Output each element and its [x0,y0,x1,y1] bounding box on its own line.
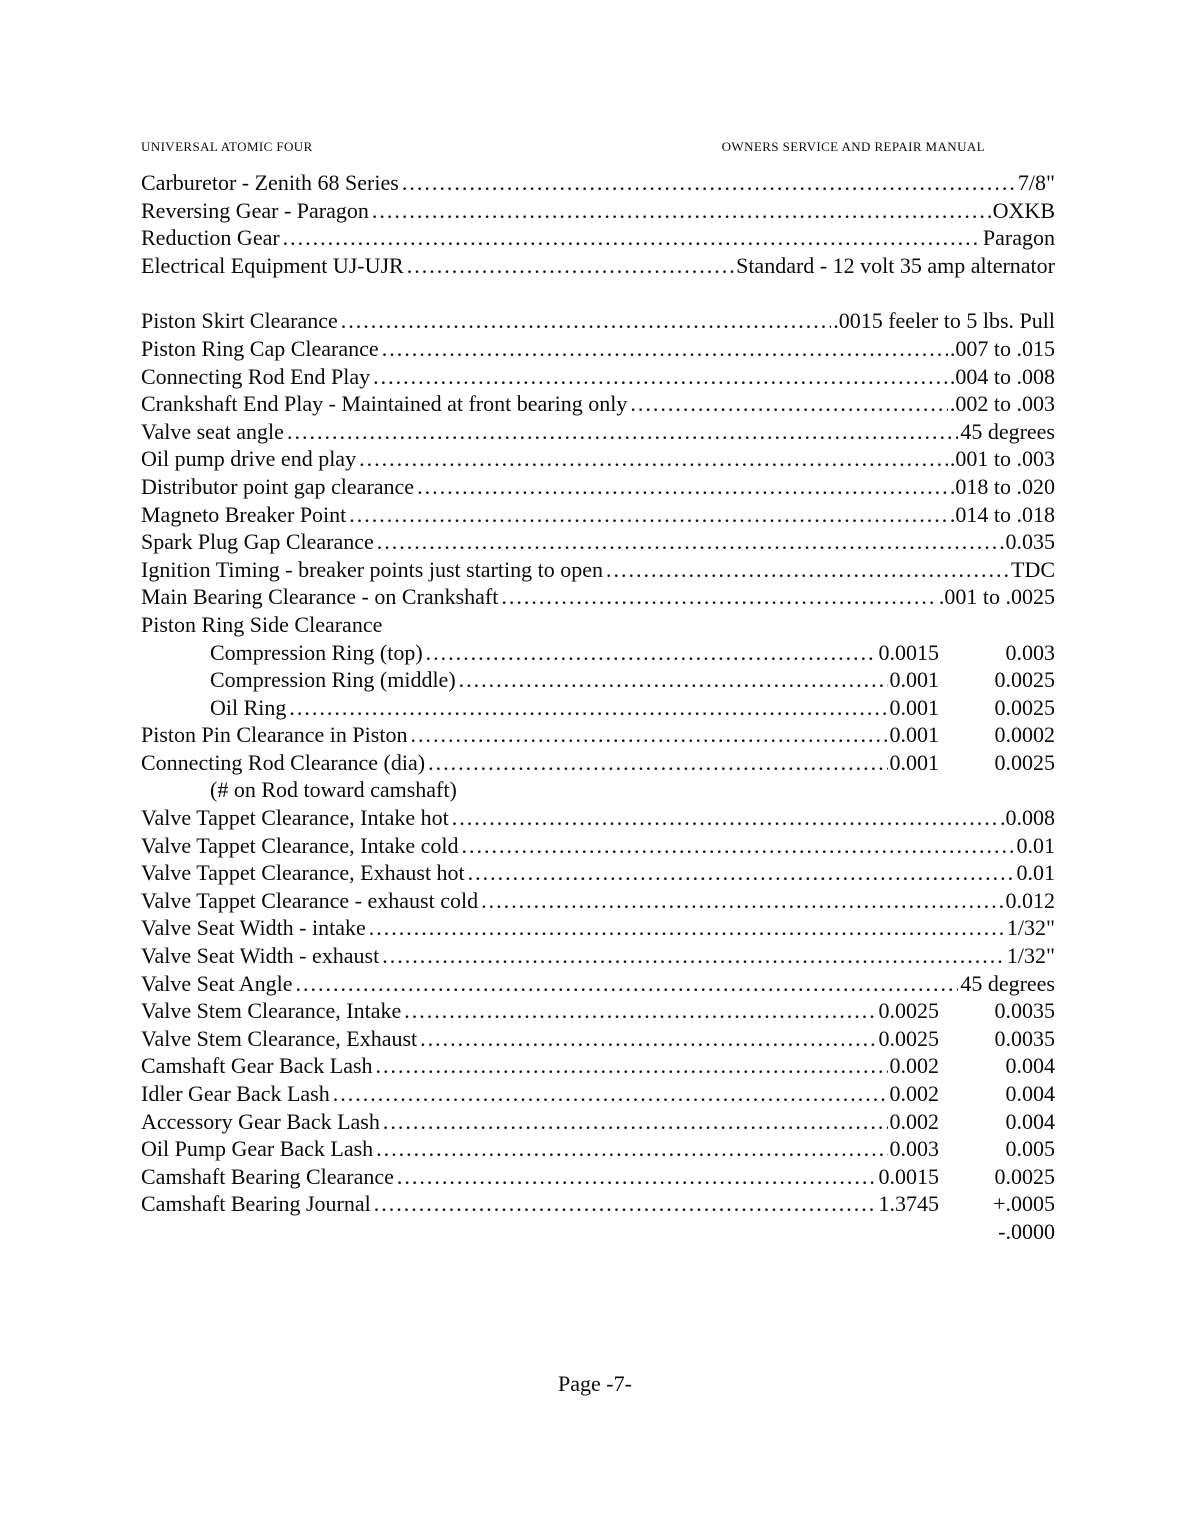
spec-label: Valve Stem Clearance, Intake [141,998,402,1024]
dot-leader [498,583,937,611]
spec-value: OXKB [992,197,1055,223]
spec-row [141,887,1055,915]
dot-leader [286,694,887,722]
spec-value: .0.008 [1000,805,1055,831]
spec-row [141,1025,1055,1053]
dot-leader [330,1080,888,1108]
header-left-title: UNIVERSAL ATOMIC FOUR [141,139,313,154]
dot-leader [370,363,948,391]
spec-value: 0.001 [889,722,939,748]
spec-value: .001 to .0025 [938,584,1055,610]
spec-value: .001 to .003 [949,446,1055,472]
spec-value: 0.001 [889,667,939,693]
spec-row [141,197,1055,225]
spec-label: Electrical Equipment UJ-UJR [141,252,404,278]
dot-leader [373,1135,887,1163]
spec-label: Oil pump drive end play [141,446,357,472]
spec-row [141,970,1055,998]
spec-value: TDC [1011,556,1055,582]
spec-row [141,363,1055,391]
spec-value-max: -.0000 [998,1218,1055,1244]
spec-label: Piston Ring Side Clearance [141,611,383,637]
spec-row [141,1163,1055,1191]
dot-leader [380,1108,888,1136]
spec-value: 0.01 [1016,860,1055,886]
dot-leader [338,307,831,335]
spec-value: 1/32" [1006,915,1055,941]
dot-leader [459,832,1015,860]
dot-leader [373,1052,888,1080]
spec-row [141,914,1055,942]
spec-row [141,611,1055,639]
spec-value: 0.01 [1016,832,1055,858]
spec-label: Valve seat angle [141,418,284,444]
spec-row [141,528,1055,556]
spec-label: Camshaft Gear Back Lash [141,1053,373,1079]
spec-label: Piston Skirt Clearance [141,308,338,334]
dot-leader [417,1025,876,1053]
spec-label: Valve Seat Width - exhaust [141,943,380,969]
spec-label: Oil Ring [210,694,287,720]
dot-leader [284,418,958,446]
spec-label: Spark Plug Gap Clearance [141,529,374,555]
spec-label: Idler Gear Back Lash [141,1081,330,1106]
dot-leader [371,1190,877,1218]
spec-row [141,1052,1055,1080]
spec-label: Compression Ring (top) [210,639,423,665]
spec-row [141,749,1055,777]
spec-value: .0015 feeler to 5 lbs. Pull [833,308,1055,334]
dot-leader [449,804,998,832]
spec-row [141,721,1055,749]
spec-value: 0.035 [1005,529,1055,555]
spec-value: 0.0015 [878,639,939,665]
spec-label: Camshaft Bearing Clearance [141,1163,394,1189]
spec-label: Crankshaft End Play - Maintained at front bearing only [141,391,628,417]
spec-list [141,169,1055,1246]
spec-row [141,501,1055,529]
spec-value-max: 0.0035 [994,998,1055,1024]
spec-label: Valve Tappet Clearance, Intake cold [141,832,459,858]
page-number: Page -7- [558,1371,632,1396]
spec-value-max: +.0005 [993,1191,1055,1217]
spec-row [141,1190,1055,1218]
dot-leader [293,970,959,998]
spec-label: Valve Seat Width - intake [141,915,366,941]
spec-row [141,169,1055,197]
dot-leader [404,252,734,280]
spec-value: 0.0025 [878,1025,939,1051]
spec-row [141,418,1055,446]
spec-value: .014 to .018 [949,501,1055,527]
spec-row [141,335,1055,363]
spec-label: Ignition Timing - breaker points just starting to open [141,556,603,582]
spec-value-max: 0.0025 [994,1163,1055,1189]
spec-row [141,639,1055,667]
spec-row [141,832,1055,860]
spec-label: Connecting Rod End Play [141,363,371,389]
spec-value-max: 0.004 [1005,1053,1055,1079]
spec-row [141,583,1055,611]
spec-row [141,1218,1055,1246]
spec-value-max: 0.004 [1005,1081,1055,1106]
spec-value: 7/8" [1017,170,1055,195]
dot-leader [356,445,948,473]
spec-row [141,1135,1055,1163]
spec-label: Valve Tappet Clearance, Intake hot [141,805,449,831]
spec-label: Reversing Gear - Paragon [141,197,369,223]
dot-leader [478,887,1003,915]
spec-value-max: 0.0025 [994,694,1055,720]
spec-value-max: 0.005 [1005,1136,1055,1162]
header-right-title: OWNERS SERVICE AND REPAIR MANUAL [721,139,985,154]
dot-leader [456,666,888,694]
spec-label: Magneto Breaker Point [141,501,347,527]
spec-row [141,804,1055,832]
spec-row [141,252,1055,280]
dot-leader [425,749,887,777]
spec-value-max: 0.004 [1005,1108,1055,1134]
spec-label: Valve Tappet Clearance, Exhaust hot [141,860,465,886]
spec-value: 45 degrees [960,418,1055,444]
dot-leader [465,859,1015,887]
dot-leader [414,473,948,501]
spec-row [141,942,1055,970]
spec-label: Accessory Gear Back Lash [141,1108,380,1134]
spec-value: 0.002 [889,1108,939,1134]
spec-label: Compression Ring (middle) [210,667,456,693]
spec-row [141,1080,1055,1108]
page-header [141,139,1055,155]
dot-leader [369,197,991,225]
spec-value: 0.012 [1005,887,1055,913]
spec-value: 0.001 [889,694,939,720]
spec-value: 0.0015 [878,1163,939,1189]
dot-leader [627,390,948,418]
spec-row [141,997,1055,1025]
dot-leader [603,556,1009,584]
spec-value: 1.3745 [878,1191,939,1217]
spec-row [141,307,1055,335]
spec-label: Distributor point gap clearance [141,473,415,499]
dot-leader [366,914,1005,942]
spec-value: 0.0025 [878,998,939,1024]
spec-value: 0.001 [889,749,939,775]
spec-label: Oil Pump Gear Back Lash [141,1136,374,1162]
spec-row [141,556,1055,584]
spec-label: Piston Pin Clearance in Piston [141,722,408,748]
spec-value: 0.003 [889,1136,939,1162]
spec-section [141,169,1055,279]
spec-label: Camshaft Bearing Journal [141,1191,371,1217]
spec-label: Piston Ring Cap Clearance [141,335,379,361]
dot-leader [394,1163,877,1191]
spec-row [141,666,1055,694]
dot-leader [399,169,1016,197]
spec-value: Paragon [982,225,1055,251]
spec-row [141,1108,1055,1136]
spec-value-max: 0.0002 [994,722,1055,748]
spec-value: 0.002 [889,1053,939,1079]
spec-row [141,390,1055,418]
spec-value: Standard - 12 volt 35 amp alternator [736,252,1055,278]
spec-row [141,445,1055,473]
dot-leader [280,224,981,252]
spec-label: Valve Stem Clearance, Exhaust [141,1025,418,1051]
dot-leader [379,335,948,363]
spec-row [141,224,1055,252]
spec-value: .018 to .020 [949,473,1055,499]
spec-value: .002 to .003 [949,391,1055,417]
dot-leader [379,942,1005,970]
spec-value: 1/32" [1006,943,1055,969]
spec-value-max: 0.0035 [994,1025,1055,1051]
spec-label: Main Bearing Clearance - on Crankshaft [141,584,499,610]
spec-value-max: 0.003 [1005,639,1055,665]
spec-label: Connecting Rod Clearance (dia) [141,749,426,775]
spec-value: .004 to .008 [949,363,1055,389]
dot-leader [423,639,877,667]
spec-row [141,859,1055,887]
spec-label: Valve Tappet Clearance - exhaust cold [141,887,479,913]
spec-label: Valve Seat Angle [141,970,293,996]
spec-row [141,473,1055,501]
spec-label: (# on Rod toward camshaft) [210,777,457,803]
spec-value-max: 0.0025 [994,749,1055,775]
dot-leader [407,721,887,749]
spec-label: Carburetor - Zenith 68 Series [141,170,399,195]
spec-value: .007 to .015 [949,335,1055,361]
spec-value-max: 0.0025 [994,667,1055,693]
spec-row [141,694,1055,722]
spec-section [141,307,1055,1245]
dot-leader [374,528,1004,556]
spec-label: Reduction Gear [141,225,280,251]
dot-leader [401,997,876,1025]
spec-value: 0.002 [889,1081,939,1106]
dot-leader [346,501,948,529]
spec-value: 45 degrees [960,970,1055,996]
spec-row [141,776,1055,804]
